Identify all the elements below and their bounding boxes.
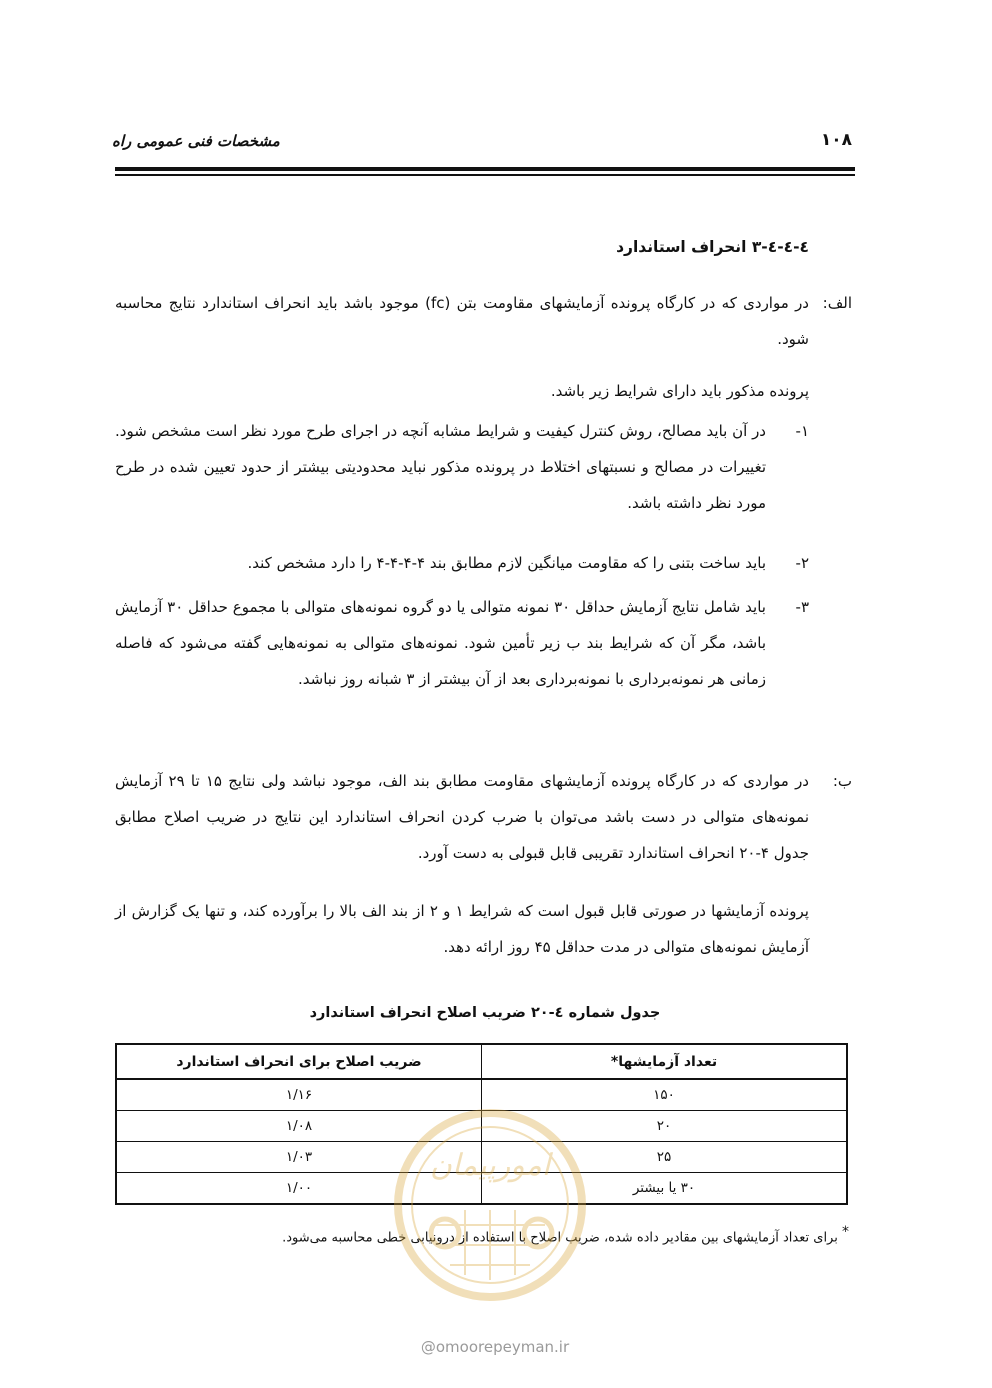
para-alef-label: الف: xyxy=(822,294,852,312)
table-caption: جدول شماره ٤-۲۰ ضریب اصلاح انحراف استاندارد xyxy=(309,1005,661,1021)
para-alef-note: پرونده مذکور باید دارای شرایط زیر باشد. xyxy=(550,382,809,400)
item-1-text: در آن باید مصالح، روش کنترل کیفیت و شرایط مشابه آنچه در اجرای طرح مورد نظر است مشخص شود. تغییرات در مصالح و نسبتهای اختلاط در پرونده مذکور نباید محدودیتی بیشتر از حدود تعیین شده در طرح مورد نظر داشته باشد. xyxy=(115,422,766,512)
section-heading: ٤-٤-٤-٣ انحراف استاندارد xyxy=(616,238,809,256)
para-be-text: در مواردی که در کارگاه پرونده آزمایشهای مقاومت مطابق بند الف، موجود نباشد ولی نتایج ۱۵ تا ۲۹ آزمایش نمونه‌های متوالی در دست باشد می‌توان با ضرب کردن انحراف استاندارد این نتایج در ضریب اصلاح مطابق جدول ۴-۲۰ انحراف استاندارد تقریبی قابل قبولی به دست آورد. xyxy=(115,772,809,862)
para-be-text-2: پرونده آزمایشها در صورتی قابل قبول است که شرایط ۱ و ۲ از بند الف بالا را برآورده کند، و تنها یک گزارش از آزمایش نمونه‌های متوالی در مدت حداقل ۴۵ روز ارائه دهد. xyxy=(115,902,809,956)
page-number: ۱۰۸ xyxy=(820,130,852,150)
table-cell-factor: ۱/۰۸ xyxy=(116,1111,482,1142)
header-rule-thick xyxy=(115,167,855,171)
watermark-url: @omoorepeyman.ir xyxy=(420,1338,570,1356)
header-rule-thin xyxy=(115,174,855,176)
item-3-label: ۳- xyxy=(795,598,809,616)
watermark-logo xyxy=(390,1105,590,1305)
footnote-marker: * xyxy=(842,1224,849,1240)
item-2-text: باید ساخت بتنی را که مقاومت میانگین لازم مطابق بند ۴-۴-۴-۴ را دارد مشخص کند. xyxy=(247,554,766,572)
para-be-label: ب: xyxy=(832,772,852,790)
table-cell-count: ۲۰ xyxy=(482,1111,848,1142)
table-header-factor: ضریب اصلاح برای انحراف استاندارد xyxy=(116,1044,482,1079)
table-header-row xyxy=(116,1044,847,1079)
table-cell-count: ۳۰ یا بیشتر xyxy=(482,1173,848,1205)
table-cell-factor: ۱/۰۰ xyxy=(116,1173,482,1205)
running-title: مشخصات فنی عمومی راه xyxy=(112,132,280,150)
table-cell-factor: ۱/۰۳ xyxy=(116,1142,482,1173)
table-header-count: تعداد آزمایشها* xyxy=(482,1044,848,1079)
item-3-text: باید شامل نتایج آزمایش حداقل ۳۰ نمونه متوالی یا دو گروه نمونه‌های متوالی با مجموع حداقل ۳۰ آزمایش باشد، مگر آن که شرایط بند ب زیر تأمین شود. نمونه‌های متوالی به نمونه‌هایی گفته می‌شود که فاصله زمانی هر نمونه‌برداری با نمونه‌برداری بعد از آن بیشتر از ۳ شبانه روز نباشد. xyxy=(115,598,766,688)
table-cell-count: ۲۵ xyxy=(482,1142,848,1173)
table-cell-count: ۱۵۰ xyxy=(482,1079,848,1111)
table-cell-factor: ۱/۱۶ xyxy=(116,1079,482,1111)
item-1-label: ۱- xyxy=(795,422,809,440)
footnote-text: برای تعداد آزمایشهای بین مقادیر داده شده، ضریب اصلاح با استفاده از درونیابی خطی محاسبه می‌شود. xyxy=(282,1230,838,1246)
item-2-label: ۲- xyxy=(795,554,809,572)
para-alef-text: در مواردی که در کارگاه پرونده آزمایشهای مقاومت بتن (fc) موجود باشد باید انحراف استاندارد نتایج محاسبه شود. xyxy=(115,294,809,348)
watermark-logo-text: امورپیمان xyxy=(429,1148,551,1183)
